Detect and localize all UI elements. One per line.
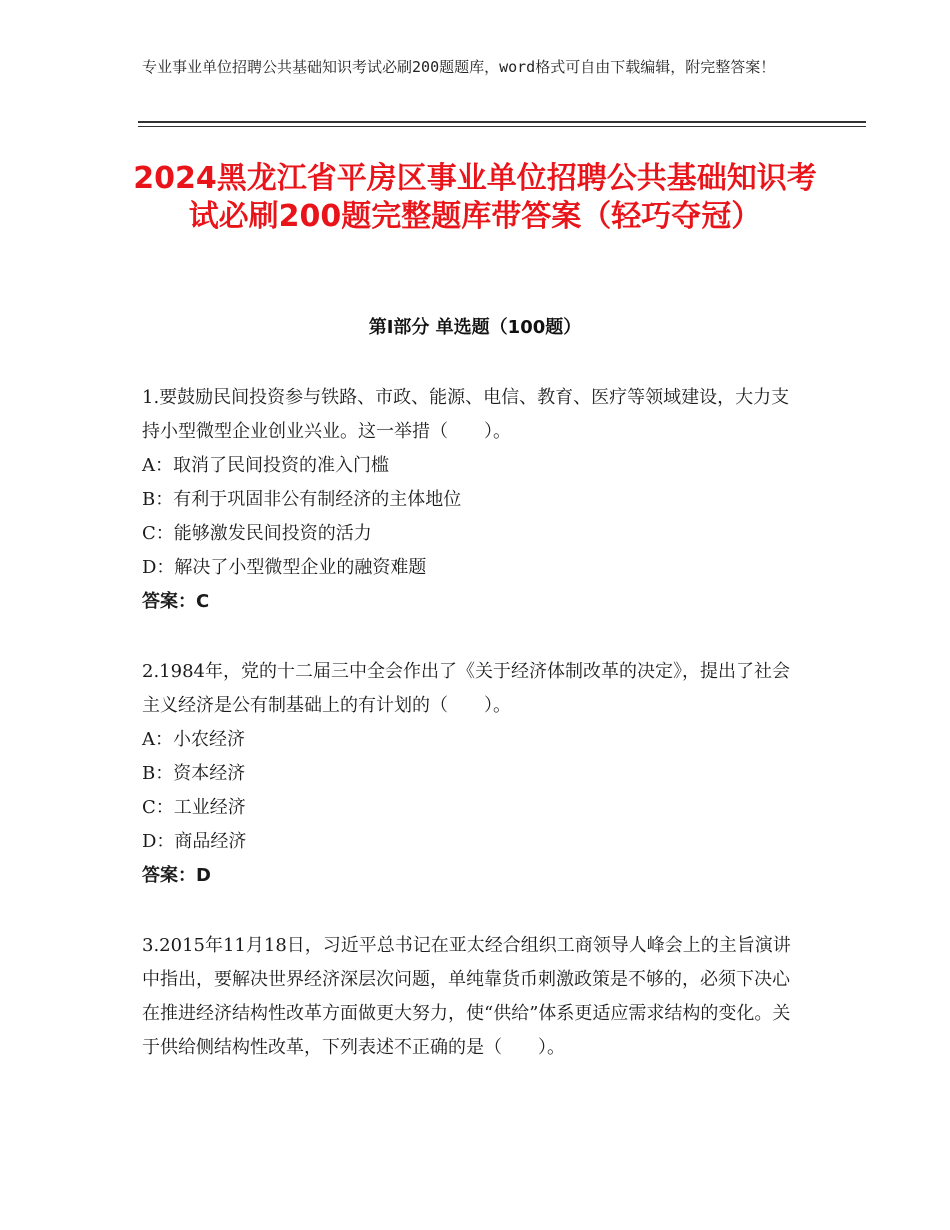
header-note: 专业事业单位招聘公共基础知识考试必刷200题题库，word格式可自由下载编辑，附完整答案！ [142, 58, 776, 76]
answer-line: 答案：C [142, 591, 210, 612]
question-list [142, 381, 807, 1065]
question-stem: 1.要鼓励民间投资参与铁路、市政、能源、电信、教育、医疗等领域建设，大力支持小型微型企业创业兴业。这一举措（ ）。 [142, 387, 790, 442]
header-divider-thin [138, 126, 866, 127]
question-2 [142, 655, 807, 893]
option-c: C：工业经济 [142, 797, 246, 818]
option-d: D：商品经济 [142, 831, 247, 852]
option-b: B：有利于巩固非公有制经济的主体地位 [142, 489, 462, 510]
option-c: C：能够激发民间投资的活力 [142, 523, 372, 544]
question-1 [142, 381, 807, 619]
answer-line: 答案：D [142, 865, 211, 886]
question-stem: 2.1984年，党的十二届三中全会作出了《关于经济体制改革的决定》，提出了社会主义经济是公有制基础上的有计划的（ ）。 [142, 661, 790, 716]
header-divider-thick [138, 121, 866, 123]
question-3 [142, 929, 807, 1065]
option-a: A：取消了民间投资的准入门槛 [142, 455, 389, 476]
option-d: D：解决了小型微型企业的融资难题 [142, 557, 427, 578]
document-title: 2024黑龙江省平房区事业单位招聘公共基础知识考试必刷200题完整题库带答案（轻巧夺冠） [133, 161, 817, 234]
question-stem: 3.2015年11月18日，习近平总书记在亚太经合组织工商领导人峰会上的主旨演讲中指出，要解决世界经济深层次问题，单纯靠货币刺激政策是不够的，必须下决心在推进经济结构性改革方面做更大努力，使“供给”体系更适应需求结构的变化。关于供给侧结构性改革，下列表述不正确的是（ ）。 [142, 935, 791, 1058]
option-a: A：小农经济 [142, 729, 245, 750]
section-heading: 第I部分 单选题（100题） [368, 317, 582, 338]
option-b: B：资本经济 [142, 763, 246, 784]
